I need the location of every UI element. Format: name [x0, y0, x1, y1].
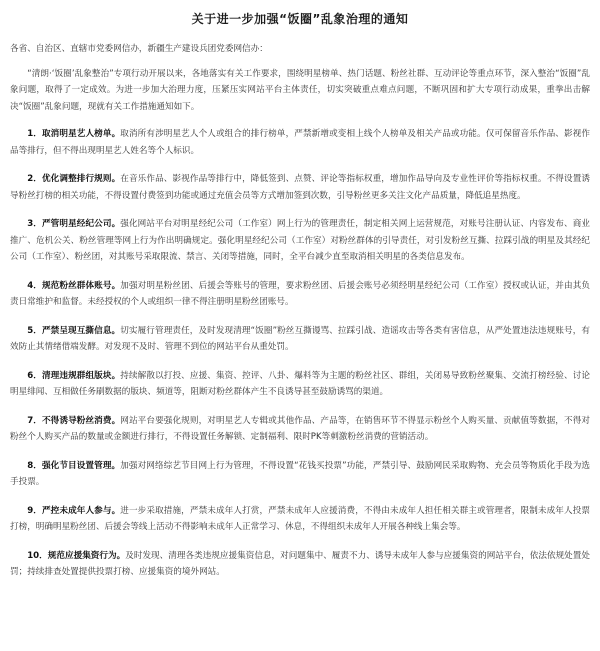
addressee: 各省、自治区、直辖市党委网信办，新疆生产建设兵团党委网信办：	[10, 44, 268, 54]
item-body: 强化网站平台对明星经纪公司（工作室）网上行为的管理责任，制定相关网上运营规范，对账号注册认证、内容发布、商业推广、危机公关、粉丝管理等网上行为作出明确规定。强化明星经纪公司（工作室）对粉丝群体的引导责任，对引发粉丝互撕、拉踩引战的明星及其经纪公司（工作室）、粉丝团，对其账号采取限流、禁言、关闭等措施，同时，全平台减少直至取消相关明星的各类信息发布。	[10, 219, 590, 262]
item-paragraph-10	[10, 548, 590, 581]
item-body: 在音乐作品、影视作品等排行中，降低签到、点赞、评论等指标权重，增加作品导向及专业性评价等指标权重。不得设置诱导粉丝打榜的相关功能，不得设置付费签到功能或通过充值会员等方式增加签到次数，引导粉丝更多关注文化产品质量，降低追星热度。	[10, 174, 590, 201]
item-lead: 3．严管明星经纪公司。	[27, 219, 121, 229]
item-paragraph-9	[10, 503, 590, 536]
item-paragraph-2	[10, 171, 590, 204]
item-paragraph-1	[10, 126, 590, 159]
item-lead: 7．不得诱导粉丝消费。	[27, 415, 121, 426]
item-body: 持续解散以打投、应援、集资、控评、八卦、爆料等为主题的粉丝社区、群组，关闭易导致粉丝聚集、交流打榜经验、讨论明星绯闻、互相做任务刷数据的版块、频道等，阻断对粉丝群体产生不良诱导甚至鼓励诱骂的渠道。	[10, 370, 590, 397]
item-lead: 6．清理违规群组版块。	[27, 370, 121, 381]
item-body: 加强对明星粉丝团、后援会等账号的管理，要求粉丝团、后援会账号必须经明星经纪公司（工作室）授权或认证，并由其负责日常维护和监督。未经授权的个人或组织一律不得注册明星粉丝团账号。	[10, 280, 590, 307]
item-paragraph-3	[10, 216, 590, 266]
intro-paragraph: “清朗·‘饭圈’乱象整治”专项行动开展以来，各地落实有关工作要求，围绕明星榜单、热门话题、粉丝社群、互动评论等重点环节，深入整治“饭圈”乱象问题，取得了一定成效。为进一步加大治理力度，压紧压实网站平台主体责任，切实突破重点难点问题，不断巩固和扩大专项行动成果，重拳出击解决“饭圈”乱象问题，现就有关工作措施通知如下。	[10, 68, 590, 112]
item-paragraph-5	[10, 323, 590, 356]
item-lead: 10．规范应援集资行为。	[27, 550, 126, 561]
item-lead: 5．严禁呈现互撕信息。	[27, 325, 121, 336]
item-body: 进一步采取措施，严禁未成年人打赏，严禁未成年人应援消费，不得由未成年人担任相关群主或管理者，限制未成年人投票打榜，明确明星粉丝团、后援会等线上活动不得影响未成年人正常学习、休息，不得组织未成年人开展各种线上集会等。	[10, 505, 590, 532]
item-lead: 9．严控未成年人参与。	[27, 505, 121, 516]
item-paragraph-7	[10, 413, 590, 446]
item-body: 及时发现、清理各类违规应援集资信息，对问题集中、履责不力、诱导未成年人参与应援集资的网站平台，依法依规处置处罚；持续排查处置提供投票打榜、应援集资的境外网站。	[10, 550, 590, 577]
page-title: 关于进一步加强“饭圈”乱象治理的通知	[191, 12, 409, 26]
item-lead: 2．优化调整排行规则。	[27, 174, 121, 184]
item-lead: 8．强化节目设置管理。	[27, 460, 121, 471]
item-paragraph-6	[10, 368, 590, 401]
item-lead: 1．取消明星艺人榜单。	[27, 129, 121, 139]
item-paragraph-4	[10, 278, 590, 311]
item-body: 取消所有涉明星艺人个人或组合的排行榜单，严禁新增或变相上线个人榜单及相关产品或功能。仅可保留音乐作品、影视作品等排行，但不得出现明星艺人姓名等个人标识。	[10, 129, 590, 156]
item-lead: 4．规范粉丝群体账号。	[27, 280, 121, 291]
item-paragraph-8	[10, 458, 590, 491]
item-body: 加强对网络综艺节目网上行为管理，不得设置“花钱买投票”功能，严禁引导、鼓励网民采取购物、充会员等物质化手段为选手投票。	[10, 460, 590, 487]
item-body: 切实履行管理责任，及时发现清理“饭圈”粉丝互撕谩骂、拉踩引战、造谣攻击等各类有害信息，从严处置违法违规账号，有效防止其情绪借端发酵。对发现不及时、管理不到位的网站平台从重处罚。	[10, 325, 590, 352]
item-body: 网站平台要强化规则，对明星艺人专辑或其他作品、产品等，在销售环节不得显示粉丝个人购买量、贡献值等数据，不得对粉丝个人购买产品的数量或金额进行排行，不得设置任务解锁、定制福利、限时PK等刺激粉丝消费的营销活动。	[10, 415, 590, 442]
